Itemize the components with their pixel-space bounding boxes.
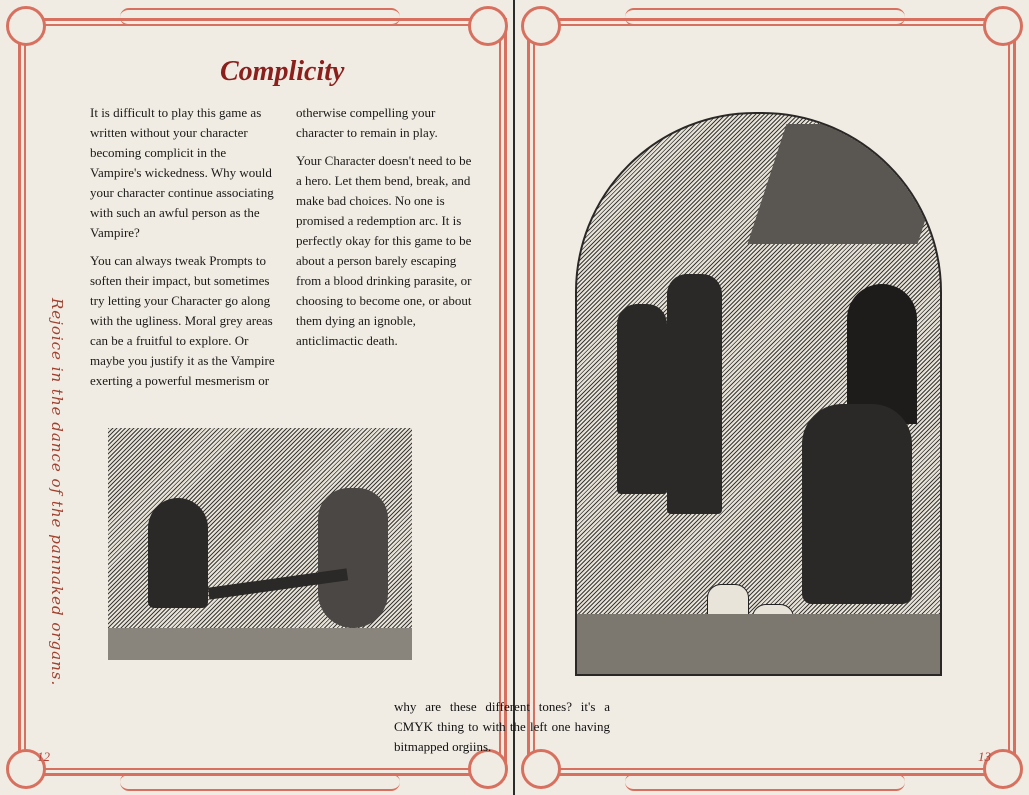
page-number: 13 [978,749,991,764]
paragraph: You can always tweak Prompts to soften their impact, but sometimes try letting your Character go along with the ugliness. Moral grey areas can be a fruitful to explore. Or maybe you justify it as the Vampire exerting a powerful mesmerism or [90,253,275,388]
scroll-ornament-top [120,8,400,26]
annotation-note: why are these different tones? it's a CMYK thing to with the left one having bitmapped orgiins. [394,699,610,754]
page-number: 12 [37,749,50,764]
scroll-ornament-bottom [625,773,905,791]
paragraph: otherwise compelling your character to remain in play. [296,105,438,140]
page-title: Complicity [220,56,345,87]
scroll-ornament-top [625,8,905,26]
scroll-ornament-bottom [120,773,400,791]
corner-ornament [983,6,1023,46]
paragraph: Your Character doesn't need to be a hero. Let them bend, break, and make bad choices. No one is promised a redemption arc. It is perfectly okay for this game to be about a person barely escaping from a blood drinking parasite, or choosing to become one, or about them dying an ignoble, anticlimactic death. [296,153,472,348]
text-column-2 [296,103,476,359]
side-quote: Rejoice in the dance of the pannaked organs. [48,298,66,687]
corner-ornament [521,6,561,46]
corner-ornament [6,6,46,46]
text-column-1 [90,103,278,399]
corner-ornament [468,6,508,46]
engraving-illustration-left [108,428,412,660]
engraving-illustration-right [575,112,942,676]
right-page [515,0,1029,795]
left-page [0,0,514,795]
paragraph: It is difficult to play this game as written without your character becoming complicit in the Vampire's wickedness. Why would your character continue associating with such an awful person as the Vampire? [90,105,274,240]
